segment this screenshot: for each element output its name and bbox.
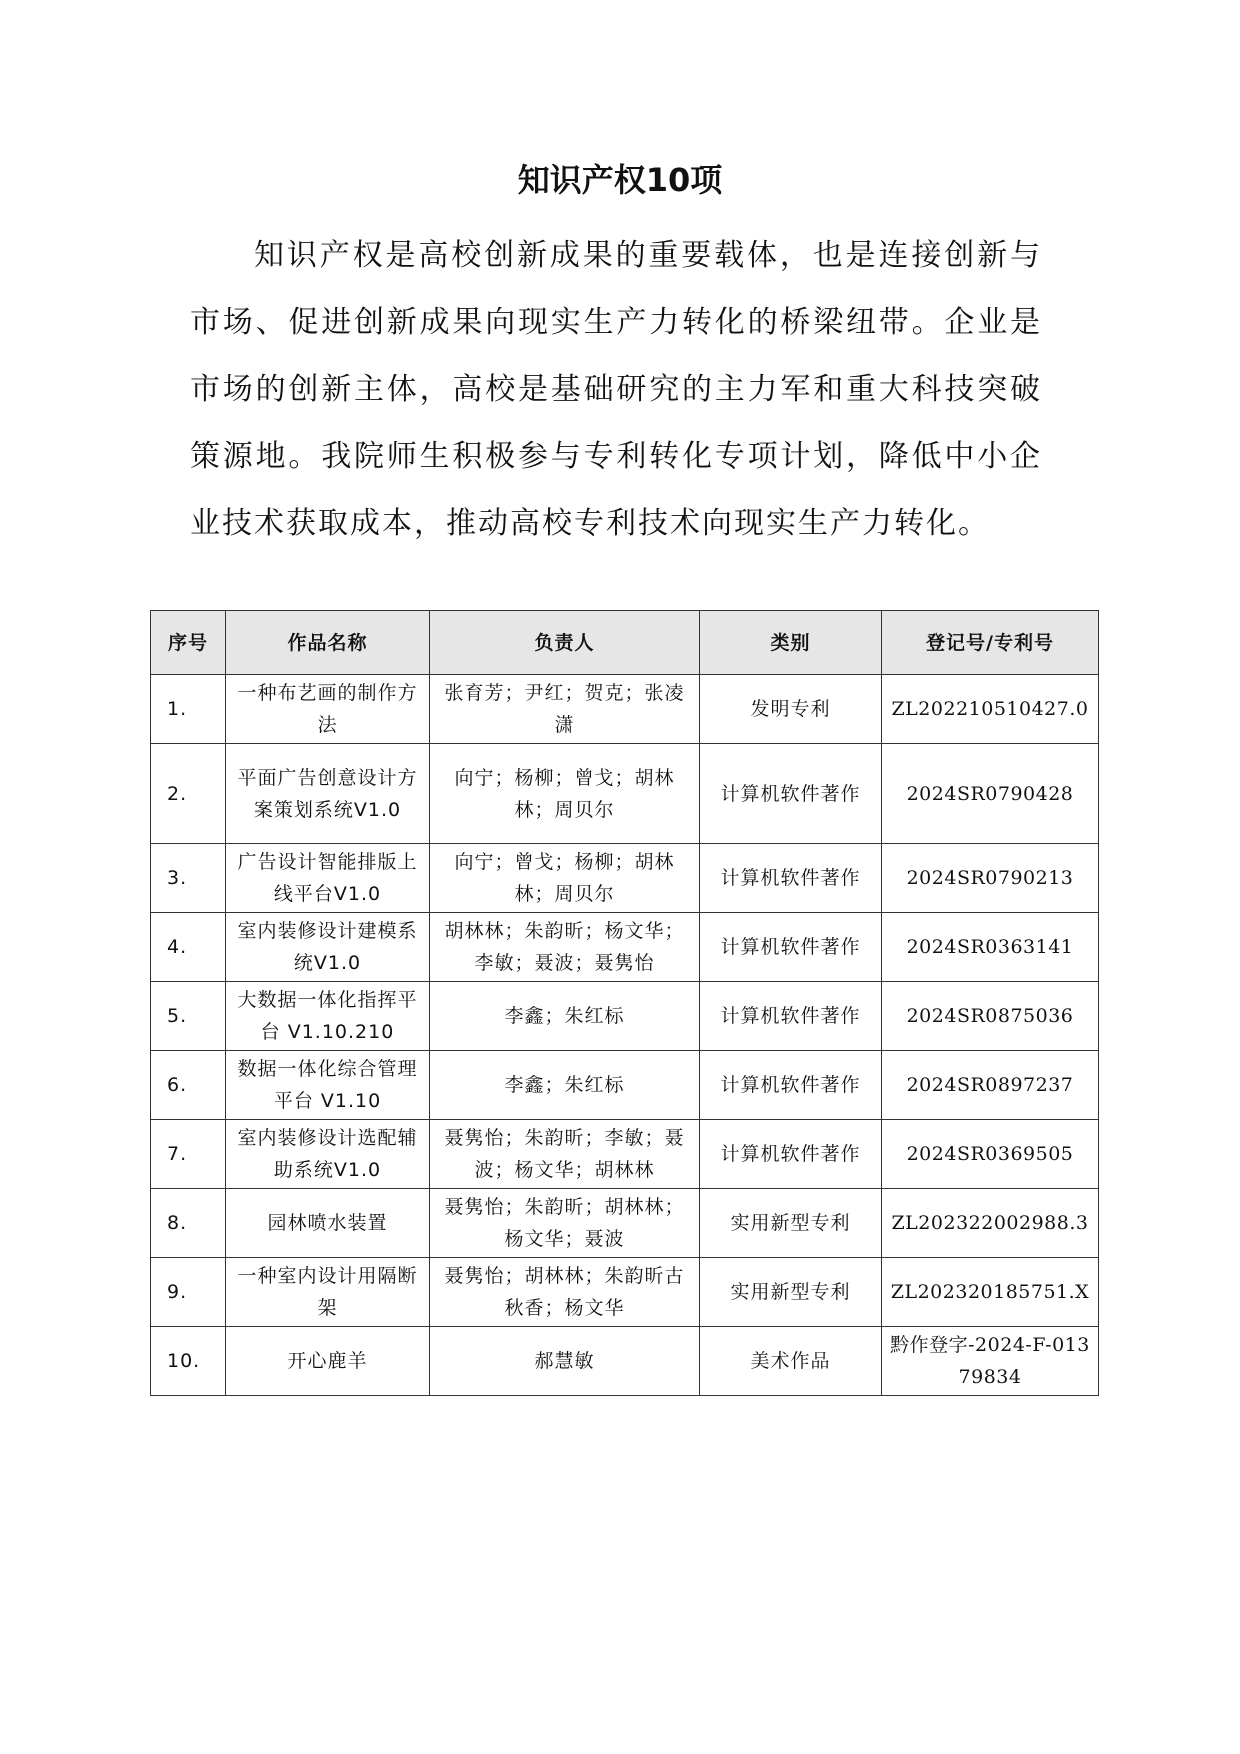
table-row — [151, 913, 1099, 982]
table-row — [151, 1051, 1099, 1120]
row-no: 3. — [151, 844, 226, 913]
row-category: 实用新型专利 — [700, 1258, 882, 1327]
table-row — [151, 675, 1099, 744]
row-owner: 聂隽怡；朱韵昕；胡林林；杨文华；聂波 — [430, 1189, 700, 1258]
row-code: 黔作登字-2024-F-01379834 — [882, 1327, 1099, 1396]
row-no: 4. — [151, 913, 226, 982]
row-no: 1. — [151, 675, 226, 744]
row-name: 室内装修设计建模系统V1.0 — [226, 913, 430, 982]
page-title: 知识产权10项 — [517, 161, 723, 199]
row-owner: 聂隽怡；胡林林；朱韵昕古秋香；杨文华 — [430, 1258, 700, 1327]
row-code: 2024SR0369505 — [882, 1120, 1099, 1189]
row-category: 美术作品 — [700, 1327, 882, 1396]
header-owner: 负责人 — [430, 611, 700, 675]
row-name: 数据一体化综合管理平台 V1.10 — [226, 1051, 430, 1120]
row-owner: 李鑫；朱红标 — [430, 982, 700, 1051]
table-row — [151, 1327, 1099, 1396]
ip-table — [150, 610, 1099, 1396]
table-row — [151, 1189, 1099, 1258]
row-code: 2024SR0875036 — [882, 982, 1099, 1051]
table-row — [151, 982, 1099, 1051]
row-name: 广告设计智能排版上线平台V1.0 — [226, 844, 430, 913]
row-name: 一种布艺画的制作方法 — [226, 675, 430, 744]
row-name: 大数据一体化指挥平台 V1.10.210 — [226, 982, 430, 1051]
table-row — [151, 1120, 1099, 1189]
row-category: 计算机软件著作 — [700, 844, 882, 913]
row-code: ZL202322002988.3 — [882, 1189, 1099, 1258]
row-no: 6. — [151, 1051, 226, 1120]
row-no: 7. — [151, 1120, 226, 1189]
header-name: 作品名称 — [226, 611, 430, 675]
row-name: 园林喷水装置 — [226, 1189, 430, 1258]
row-owner: 郝慧敏 — [430, 1327, 700, 1396]
row-code: 2024SR0790213 — [882, 844, 1099, 913]
row-category: 计算机软件著作 — [700, 1120, 882, 1189]
row-no: 8. — [151, 1189, 226, 1258]
row-owner: 张育芳；尹红；贺克；张凌潇 — [430, 675, 700, 744]
row-category: 计算机软件著作 — [700, 744, 882, 844]
table-row — [151, 1258, 1099, 1327]
row-category: 计算机软件著作 — [700, 982, 882, 1051]
row-category: 发明专利 — [700, 675, 882, 744]
row-owner: 胡林林；朱韵昕；杨文华；李敏；聂波；聂隽怡 — [430, 913, 700, 982]
row-category: 实用新型专利 — [700, 1189, 882, 1258]
row-code: 2024SR0897237 — [882, 1051, 1099, 1120]
intro-paragraph: 知识产权是高校创新成果的重要载体，也是连接创新与市场、促进创新成果向现实生产力转化的桥梁纽带。企业是市场的创新主体，高校是基础研究的主力军和重大科技突破策源地。我院师生积极参与专利转化专项计划，降低中小企业技术获取成本，推动高校专利技术向现实生产力转化。 — [190, 238, 1042, 541]
row-no: 2. — [151, 744, 226, 844]
row-name: 室内装修设计选配辅助系统V1.0 — [226, 1120, 430, 1189]
row-code: ZL202210510427.0 — [882, 675, 1099, 744]
row-owner: 聂隽怡；朱韵昕；李敏；聂波；杨文华；胡林林 — [430, 1120, 700, 1189]
table-header-row — [151, 611, 1099, 675]
row-code: ZL202320185751.X — [882, 1258, 1099, 1327]
row-name: 开心鹿羊 — [226, 1327, 430, 1396]
row-owner: 向宁；曾戈；杨柳；胡林林；周贝尔 — [430, 844, 700, 913]
table-row — [151, 744, 1099, 844]
row-category: 计算机软件著作 — [700, 913, 882, 982]
row-owner: 向宁；杨柳；曾戈；胡林林；周贝尔 — [430, 744, 700, 844]
table-row — [151, 844, 1099, 913]
row-code: 2024SR0363141 — [882, 913, 1099, 982]
header-code: 登记号/专利号 — [882, 611, 1099, 675]
row-no: 10. — [151, 1327, 226, 1396]
row-name: 一种室内设计用隔断架 — [226, 1258, 430, 1327]
row-category: 计算机软件著作 — [700, 1051, 882, 1120]
row-name: 平面广告创意设计方案策划系统V1.0 — [226, 744, 430, 844]
row-code: 2024SR0790428 — [882, 744, 1099, 844]
row-no: 5. — [151, 982, 226, 1051]
header-category: 类别 — [700, 611, 882, 675]
row-owner: 李鑫；朱红标 — [430, 1051, 700, 1120]
row-no: 9. — [151, 1258, 226, 1327]
header-no: 序号 — [151, 611, 226, 675]
